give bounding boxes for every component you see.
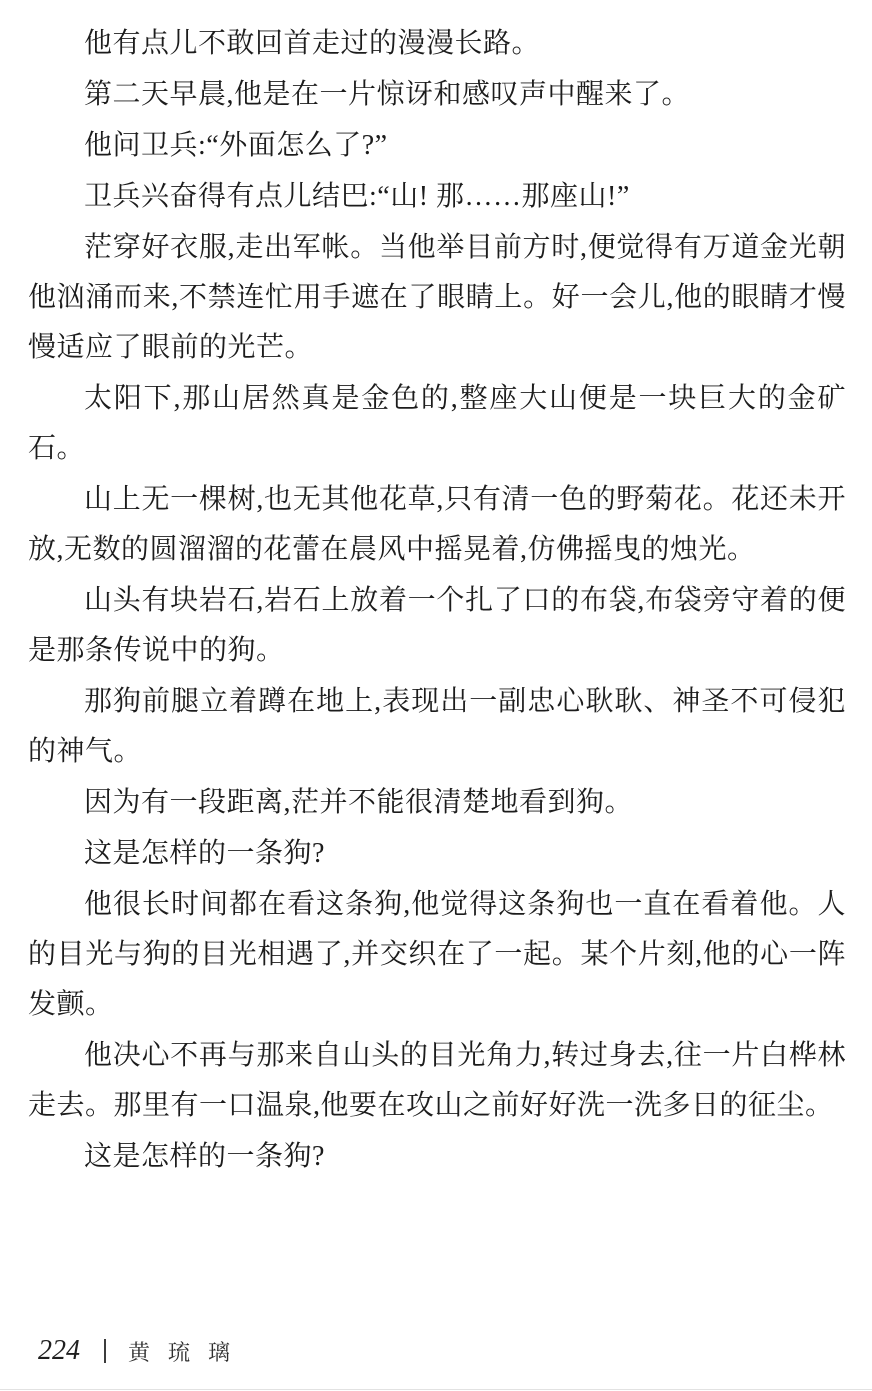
paragraph: 太阳下,那山居然真是金色的,整座大山便是一块巨大的金矿石。 — [28, 383, 846, 464]
paragraph: 山头有块岩石,岩石上放着一个扎了口的布袋,布袋旁守着的便是那条传说中的狗。 — [28, 585, 846, 666]
paragraph: 那狗前腿立着蹲在地上,表现出一副忠心耿耿、神圣不可侵犯的神气。 — [28, 686, 846, 767]
paragraph: 这是怎样的一条狗? — [84, 1141, 325, 1172]
page-footer — [38, 1335, 248, 1367]
paragraph: 他决心不再与那来自山头的目光角力,转过身去,往一片白桦林走去。那里有一口温泉,他要在攻山之前好好洗一洗多日的征尘。 — [28, 1040, 846, 1121]
paragraph: 第二天早晨,他是在一片惊讶和感叹声中醒来了。 — [84, 79, 691, 110]
paragraph: 他很长时间都在看这条狗,他觉得这条狗也一直在看着他。人的目光与狗的目光相遇了,并交织在了一起。某个片刻,他的心一阵发颤。 — [28, 889, 846, 1020]
paragraph: 山上无一棵树,也无其他花草,只有清一色的野菊花。花还未开放,无数的圆溜溜的花蕾在晨风中摇晃着,仿佛摇曳的烛光。 — [28, 484, 846, 565]
paragraph: 茫穿好衣服,走出军帐。当他举目前方时,便觉得有万道金光朝他汹涌而来,不禁连忙用手遮在了眼睛上。好一会儿,他的眼睛才慢慢适应了眼前的光芒。 — [28, 232, 846, 363]
paragraph: 这是怎样的一条狗? — [84, 838, 325, 869]
page-bottom-edge — [0, 1389, 872, 1390]
page-number: 224 — [38, 1335, 80, 1366]
paragraph: 因为有一段距离,茫并不能很清楚地看到狗。 — [84, 787, 634, 818]
footer-separator — [104, 1339, 106, 1363]
paragraph: 他问卫兵:“外面怎么了?” — [84, 130, 388, 161]
book-title: 黄琉璃 — [128, 1339, 249, 1365]
paragraph: 卫兵兴奋得有点儿结巴:“山! 那……那座山!” — [84, 181, 630, 212]
paragraph: 他有点儿不敢回首走过的漫漫长路。 — [84, 28, 541, 59]
